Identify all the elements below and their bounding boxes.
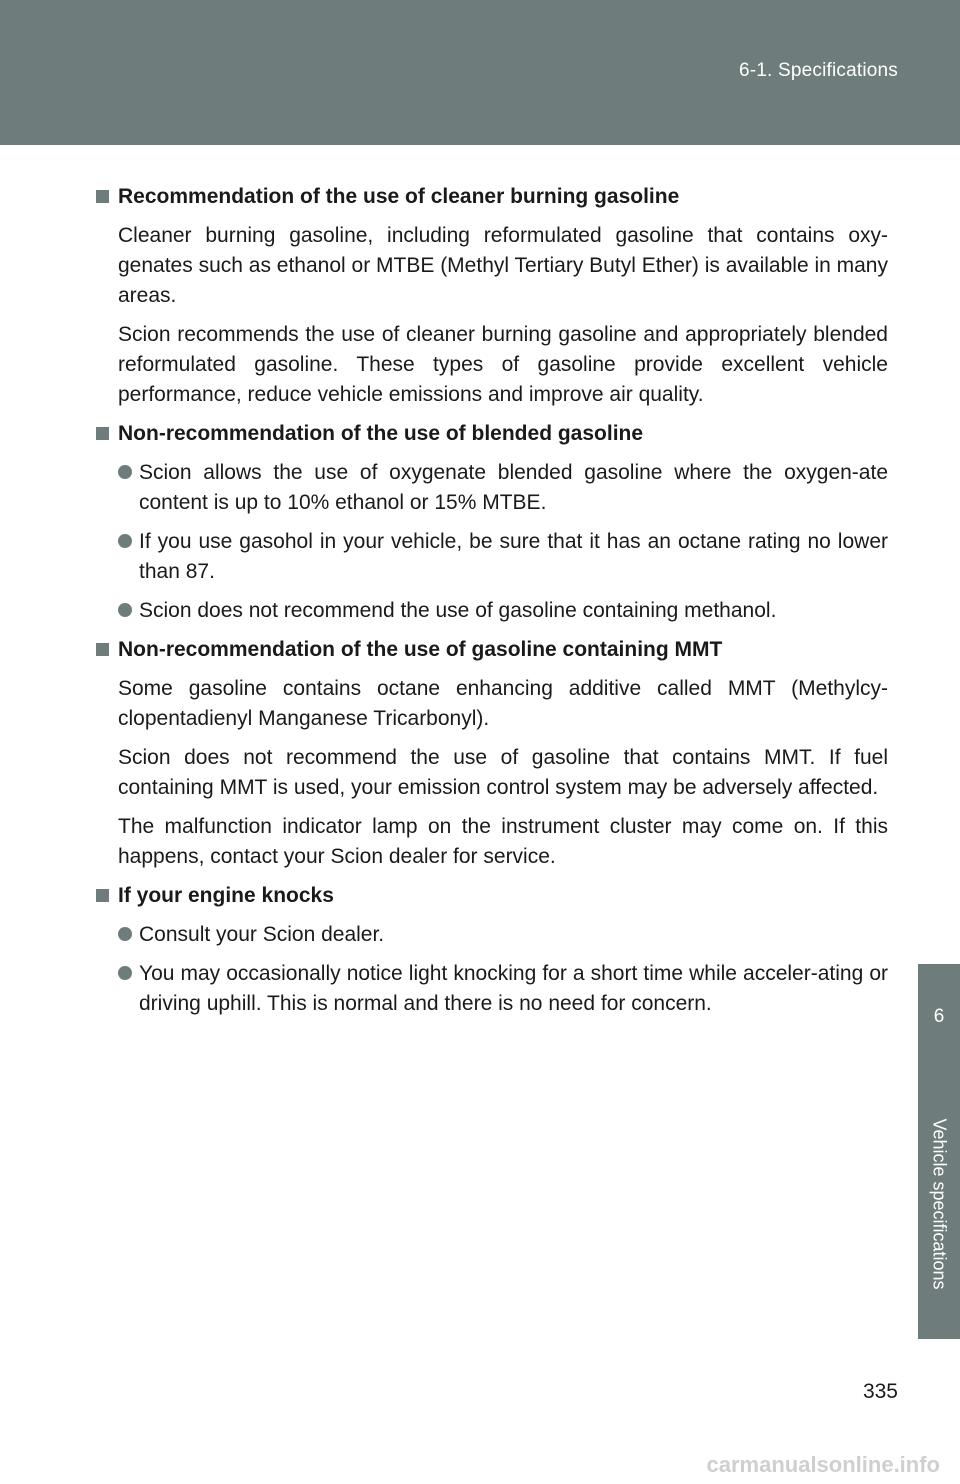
list-item <box>118 920 888 950</box>
list-item <box>118 527 888 587</box>
list-item-text: Consult your Scion dealer. <box>139 923 385 946</box>
section-heading-text: Non-recommendation of the use of blended gasoline <box>118 422 644 445</box>
square-bullet-icon <box>96 427 109 440</box>
section-heading <box>96 419 888 449</box>
paragraph: Scion does not recommend the use of gasoline that contains MMT. If fuel containing MMT is used, your emission control system may be adversely affected. <box>118 746 888 799</box>
section-heading <box>96 182 888 212</box>
chapter-tab-label <box>918 1069 960 1339</box>
list-item-text: Scion does not recommend the use of gasoline containing methanol. <box>139 599 777 622</box>
circle-bullet-icon <box>118 534 132 548</box>
paragraph: Scion recommends the use of cleaner burning gasoline and appropriately blended reformulated gasoline. These types of gasoline provide excellent vehicle performance, reduce vehicle emissions and improve air quality. <box>118 323 888 406</box>
section-heading-text: If your engine knocks <box>118 884 334 907</box>
list-item-text: You may occasionally notice light knocking for a short time while acceler-ating or driving uphill. This is normal and there is no need for concern. <box>139 962 888 1015</box>
section-heading <box>96 881 888 911</box>
section-heading <box>96 635 888 665</box>
list-item <box>118 959 888 1019</box>
list-item <box>118 458 888 518</box>
section-heading-text: Recommendation of the use of cleaner burning gasoline <box>118 185 680 208</box>
page-content <box>96 182 888 1028</box>
header-band <box>0 0 960 145</box>
list-item-text: If you use gasohol in your vehicle, be sure that it has an octane rating no lower than 87. <box>139 530 888 583</box>
chapter-tab-number: 6 <box>918 964 960 1069</box>
square-bullet-icon <box>96 643 109 656</box>
chapter-tab-label-text: Vehicle specifications <box>929 1118 950 1290</box>
circle-bullet-icon <box>118 465 132 479</box>
list-item-text: Scion allows the use of oxygenate blended gasoline where the oxygen-ate content is up to 10% ethanol or 15% MTBE. <box>139 461 888 514</box>
circle-bullet-icon <box>118 966 132 980</box>
paragraph: Some gasoline contains octane enhancing additive called MMT (Methylcy-clopentadienyl Manganese Tricarbonyl). <box>118 677 888 730</box>
list-item <box>118 596 888 626</box>
circle-bullet-icon <box>118 927 132 941</box>
square-bullet-icon <box>96 190 109 203</box>
watermark: carmanualsonline.info <box>706 1452 940 1477</box>
paragraph: Cleaner burning gasoline, including reformulated gasoline that contains oxy-genates such as ethanol or MTBE (Methyl Tertiary Butyl Ether) is available in many areas. <box>118 224 888 307</box>
circle-bullet-icon <box>118 603 132 617</box>
paragraph: The malfunction indicator lamp on the instrument cluster may come on. If this happens, contact your Scion dealer for service. <box>118 815 888 868</box>
section-title: 6-1. Specifications <box>738 60 898 81</box>
section-heading-text: Non-recommendation of the use of gasoline containing MMT <box>118 638 723 661</box>
page-number: 335 <box>862 1380 898 1403</box>
square-bullet-icon <box>96 889 109 902</box>
